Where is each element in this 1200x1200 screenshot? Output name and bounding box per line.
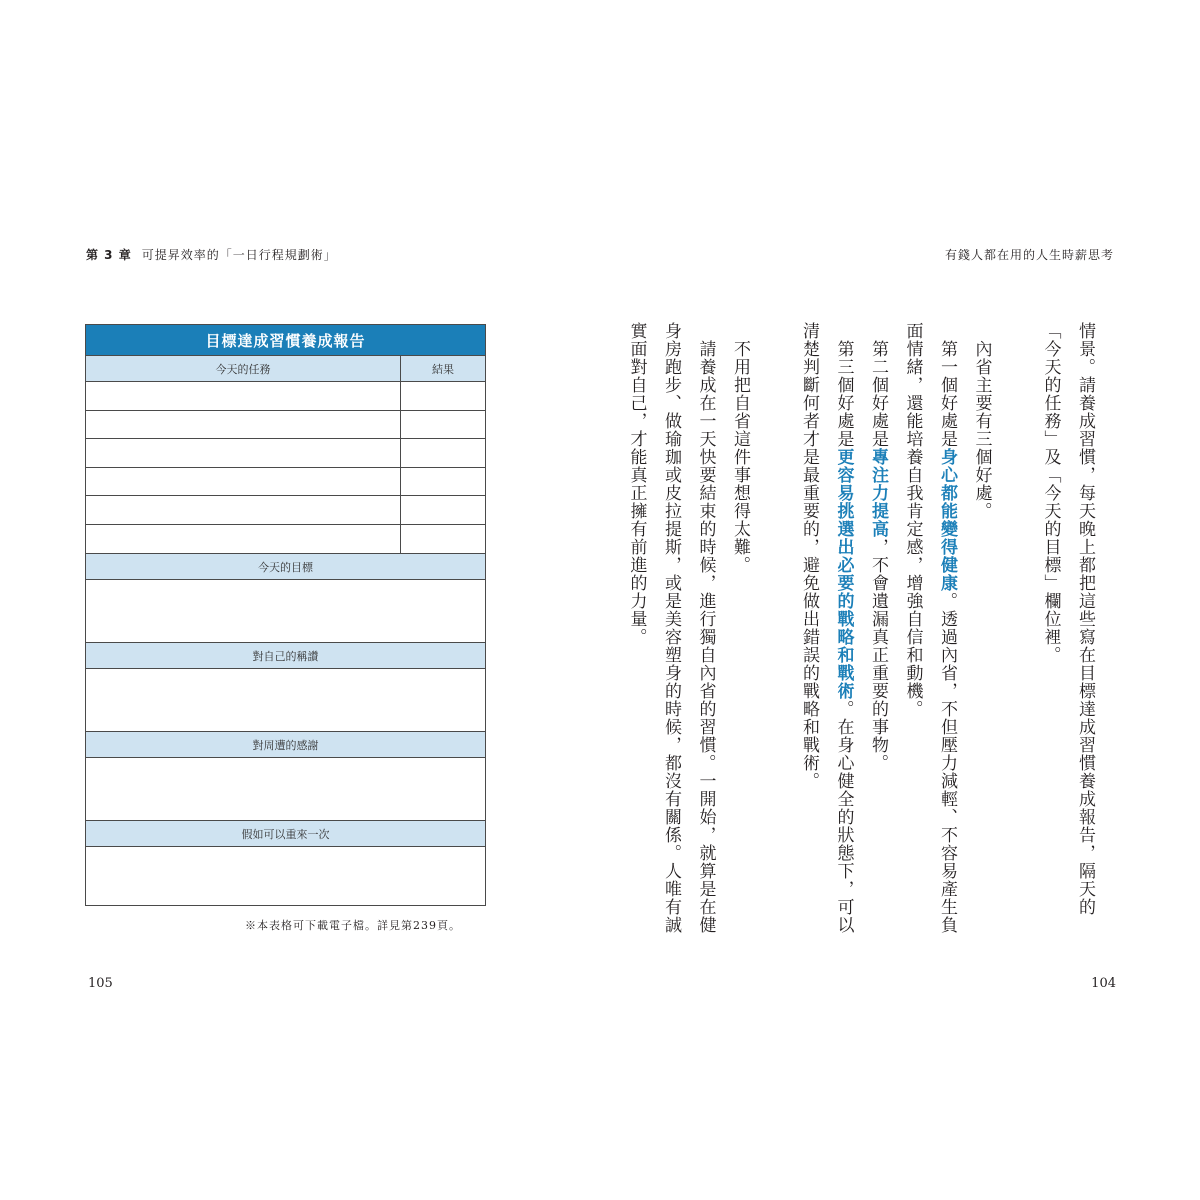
page-number-left: 105 [88, 976, 113, 991]
result-cell[interactable] [401, 382, 485, 410]
chapter-title: 可提昇效率的「一日行程規劃術」 [141, 248, 337, 262]
task-row[interactable] [86, 439, 485, 468]
task-cell[interactable] [86, 525, 401, 554]
vertical-body-text [619, 322, 1102, 942]
paragraph-text: ，不會遺漏真正重要的事物。 [868, 538, 888, 772]
right-header: 有錢人都在用的人生時薪思考 [944, 248, 1114, 262]
highlight-text: 更容易挑選出必要的戰略和戰術 [833, 448, 854, 700]
body-paragraph [861, 322, 896, 942]
praise-field[interactable] [86, 669, 485, 731]
task-cell[interactable] [86, 411, 401, 439]
result-cell[interactable] [401, 439, 485, 467]
download-note: ※本表格可下載電子檔。詳見第239頁。 [245, 919, 461, 932]
result-cell[interactable] [401, 496, 485, 524]
goal-section-header: 今天的目標 [86, 553, 485, 580]
paragraph-text: 。在身心健全的狀態下，可以清楚判斷何者才是最重要的，避免做出錯誤的戰略和戰術。 [799, 322, 854, 934]
task-cell[interactable] [86, 468, 401, 496]
task-row[interactable] [86, 496, 485, 525]
task-row[interactable] [86, 411, 485, 440]
redo-section-header: 假如可以重來一次 [86, 820, 485, 847]
result-cell[interactable] [401, 468, 485, 496]
redo-field[interactable] [86, 847, 485, 905]
page-number-right: 104 [1091, 976, 1116, 991]
praise-section-header: 對自己的稱讚 [86, 642, 485, 669]
task-cell[interactable] [86, 439, 401, 467]
paragraph-spacer [757, 322, 792, 942]
body-paragraph: 不用把自省這件事想得太難。 [730, 322, 750, 574]
body-paragraph: 請養成在一天快要結束的時候，進行獨自內省的習慣。一開始，就算是在健身房跑步、做瑜珈或皮拉提斯，或是美容塑身的時候，都沒有關係。人唯有誠實面對自己，才能真正擁有前進的力量。 [626, 322, 716, 934]
result-column-header: 結果 [432, 362, 454, 376]
paragraph-text: 第二個好處是 [868, 322, 888, 448]
thanks-section-header: 對周遭的感謝 [86, 731, 485, 758]
chapter-label: 第 3 章 [86, 248, 132, 262]
highlight-text: 專注力提高 [868, 448, 888, 538]
task-row[interactable] [86, 525, 485, 554]
result-cell[interactable] [401, 525, 485, 554]
body-paragraph: 內省主要有三個好處。 [971, 322, 992, 520]
body-paragraph: 情景。請養成習慣，每天晚上都把這些寫在目標達成習慣養成報告，隔天的「今天的任務」及「今天的目標」欄位裡。 [1040, 322, 1095, 916]
left-header [86, 246, 337, 263]
task-row[interactable] [86, 468, 485, 497]
goal-field[interactable] [86, 580, 485, 642]
thanks-field[interactable] [86, 758, 485, 820]
paragraph-text: 第三個好處是 [833, 322, 854, 448]
task-column-header: 今天的任務 [86, 356, 401, 381]
habit-report-form [85, 324, 486, 906]
result-cell[interactable] [401, 411, 485, 439]
paragraph-spacer [999, 322, 1034, 942]
task-row[interactable] [86, 382, 485, 411]
paragraph-text: 。透過內省，不但壓力減輕、不容易產生負面情緒，還能培養自我肯定感，增強自信和動機。 [902, 322, 957, 934]
task-cell[interactable] [86, 382, 401, 410]
task-header-bar [86, 355, 485, 382]
highlight-text: 身心都能變得健康 [937, 448, 957, 592]
form-title: 目標達成習慣養成報告 [86, 325, 485, 355]
body-paragraph [792, 322, 861, 942]
body-paragraph [895, 322, 964, 942]
paragraph-text: 第一個好處是 [937, 322, 957, 448]
task-cell[interactable] [86, 496, 401, 524]
